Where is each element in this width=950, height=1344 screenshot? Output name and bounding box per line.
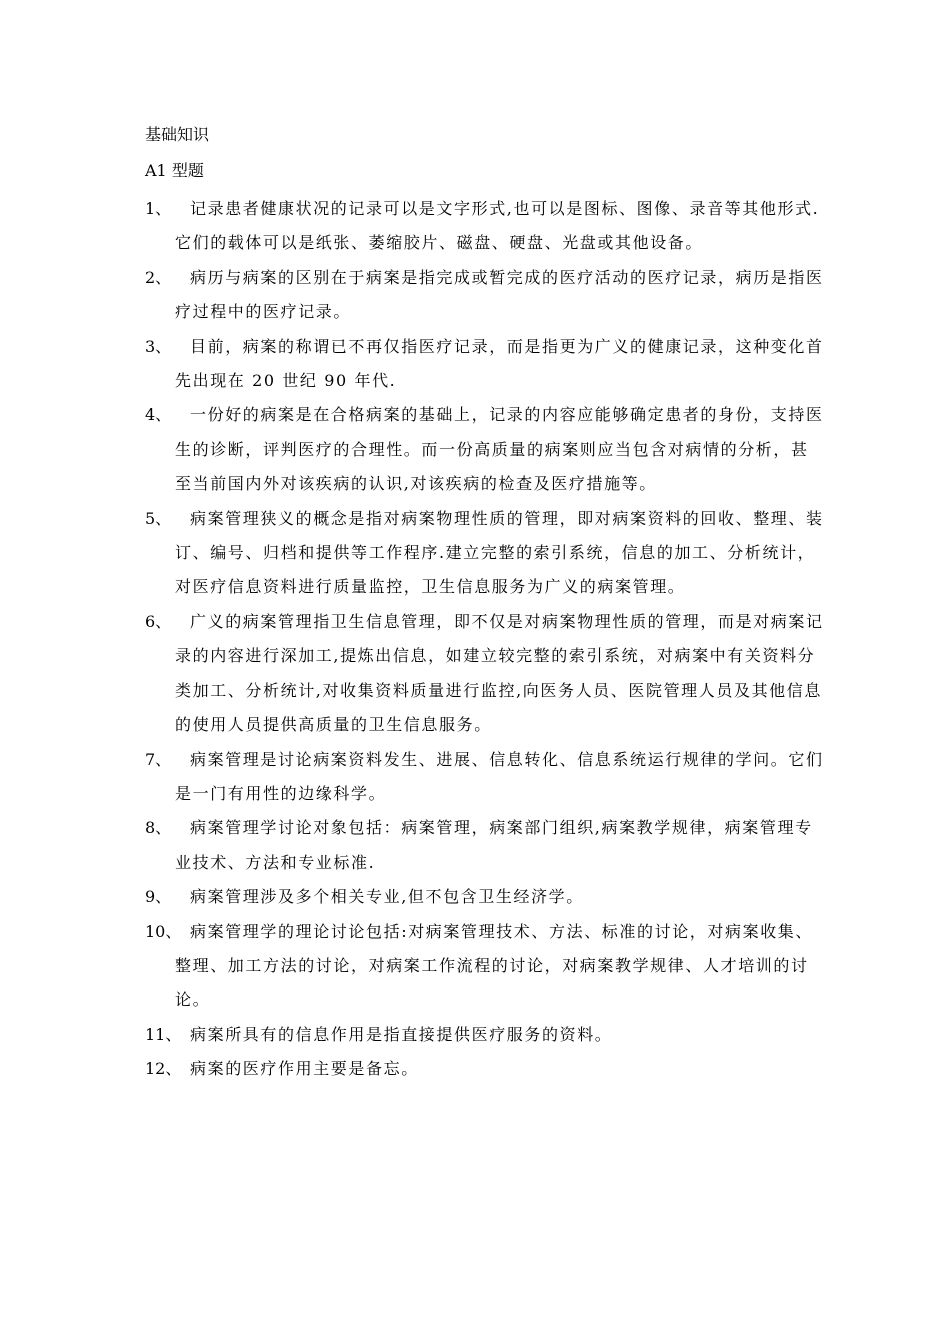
list-item [145,605,825,743]
list-item [145,1018,825,1052]
item-number: 3、 [145,336,172,356]
item-text: 病案所具有的信息作用是指直接提供医疗服务的资料。 [190,1024,613,1044]
section-title: 基础知识 [145,125,210,144]
question-type-label: A1 型题 [145,161,204,180]
item-number: 7、 [145,749,172,769]
item-text: 病案管理学的理论讨论包括:对病案管理技术、方法、标准的讨论，对病案收集、整理、加工方法的讨论，对病案工作流程的讨论，对病案教学规律、人才培训的讨论。 [175,921,813,1010]
list-item [145,261,825,330]
list-item [145,880,825,914]
question-list [145,192,825,1087]
item-number: 8、 [145,818,172,838]
item-text: 病案的医疗作用主要是备忘。 [190,1059,419,1079]
item-text: 病案管理涉及多个相关专业,但不包含卫生经济学。 [190,887,584,907]
item-text: 记录患者健康状况的记录可以是文字形式,也可以是图标、图像、录音等其他形式.它们的载体可以是纸张、萎缩胶片、磁盘、硬盘、光盘或其他设备。 [175,199,820,253]
item-number: 9、 [145,887,172,907]
item-number: 10、 [145,921,182,941]
list-item [145,743,825,812]
item-text: 病历与病案的区别在于病案是指完成或暂完成的医疗活动的医疗记录，病历是指医疗过程中的医疗记录。 [175,267,824,322]
list-item [145,192,825,261]
item-number: 1、 [145,199,172,218]
item-number: 4、 [145,405,172,425]
list-item [145,330,825,399]
list-item [145,502,825,605]
list-item [145,1052,825,1086]
item-text: 病案管理学讨论对象包括：病案管理，病案部门组织,病案教学规律，病案管理专业技术、方法和专业标准. [175,818,813,872]
list-item [145,398,825,501]
item-number: 2、 [145,267,172,287]
list-item [145,915,825,1018]
item-number: 12、 [145,1059,182,1079]
item-number: 11、 [145,1024,182,1044]
item-number: 5、 [145,508,172,528]
item-text: 广义的病案管理指卫生信息管理，即不仅是对病案物理性质的管理，而是对病案记录的内容进行深加工,提炼出信息，如建立较完整的索引系统，对病案中有关资料分类加工、分析统计,对收集资料质量进行监控,向医务人员、医院管理人员及其他信息的使用人员提供高质量的卫生信息服务。 [175,611,824,735]
item-text: 病案管理狭义的概念是指对病案物理性质的管理，即对病案资料的回收、整理、装订、编号、归档和提供等工作程序.建立完整的索引系统，信息的加工、分析统计，对医疗信息资料进行质量监控，卫生信息服务为广义的病案管理。 [175,508,824,597]
item-text: 目前，病案的称谓已不再仅指医疗记录，而是指更为广义的健康记录，这种变化首先出现在 20 世纪 90 年代. [175,336,824,391]
list-item [145,811,825,880]
item-text: 病案管理是讨论病案资料发生、进展、信息转化、信息系统运行规律的学问。它们是一门有用性的边缘科学。 [175,749,824,803]
item-text: 一份好的病案是在合格病案的基础上，记录的内容应能够确定患者的身份，支持医生的诊断，评判医疗的合理性。而一份高质量的病案则应当包含对病情的分析，甚至当前国内外对该疾病的认识,对该疾病的检查及医疗措施等。 [175,405,824,494]
item-number: 6、 [145,611,172,631]
